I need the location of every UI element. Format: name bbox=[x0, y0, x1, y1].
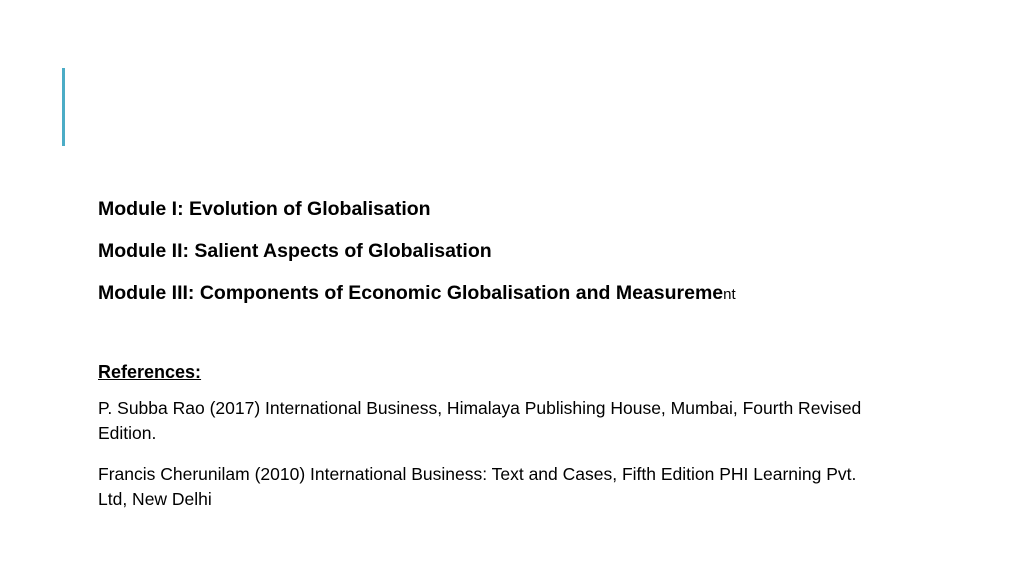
module-3-line bbox=[98, 280, 878, 306]
references-heading: References: bbox=[98, 362, 202, 382]
module-1-text: Module I: Evolution of Globalisation bbox=[98, 198, 431, 220]
module-2-text: Module II: Salient Aspects of Globalisation bbox=[98, 240, 492, 262]
module-1-line bbox=[98, 196, 878, 222]
module-3-suffix: nt bbox=[723, 286, 736, 303]
reference-1: P. Subba Rao (2017) International Business, Himalaya Publishing House, Mumbai, Fourth Revised Edition. bbox=[98, 398, 862, 443]
module-2-line bbox=[98, 238, 878, 264]
reference-2: Francis Cherunilam (2010) International Business: Text and Cases, Fifth Edition PHI Learning Pvt. Ltd, New Delhi bbox=[98, 464, 857, 509]
accent-bar bbox=[62, 68, 65, 146]
slide-content bbox=[98, 196, 878, 528]
module-3-text: Module III: Components of Economic Globalisation and Measureme bbox=[98, 282, 724, 304]
